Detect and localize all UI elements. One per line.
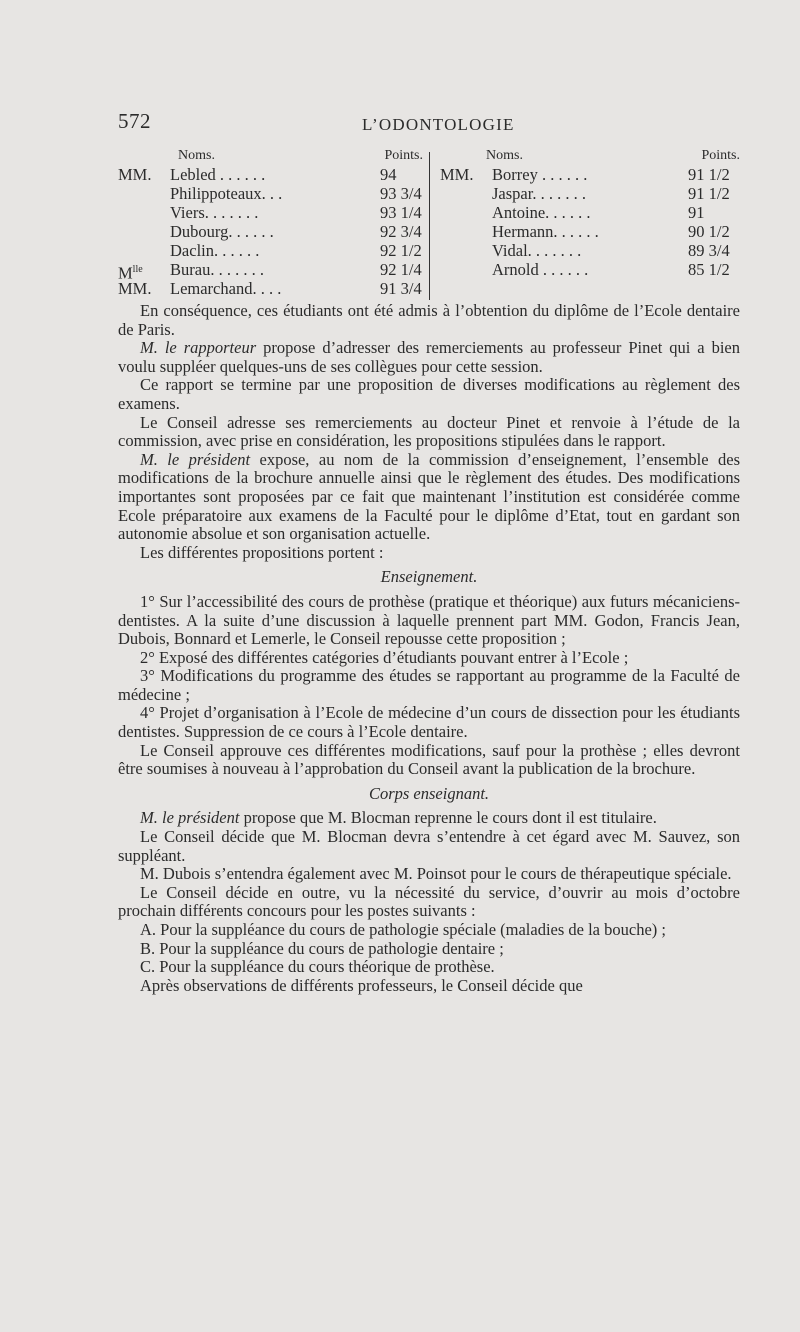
table-row	[118, 260, 423, 283]
running-head: L’ODONTOLOGIE	[362, 115, 515, 134]
paragraph: Après observations de différents professeurs, le Conseil décide que	[140, 975, 583, 995]
row-points: 91 1/2	[688, 165, 730, 184]
paragraph: 3° Modifications du programme des études se rapportant au programme de la Faculté de médecine ;	[118, 666, 740, 704]
row-points: 92 3/4	[380, 222, 422, 241]
paragraph: Les différentes propositions portent :	[140, 542, 384, 562]
table-header	[440, 148, 740, 165]
header-points: Points.	[384, 148, 423, 163]
paragraph: 4° Projet d’organisation à l’Ecole de médecine d’un cours de dissection pour les étudiants dentistes. Suppression de ce cours à l’Ecole dentaire.	[118, 703, 740, 742]
table-row	[440, 203, 740, 222]
table-row	[440, 260, 740, 279]
paragraph-text: expose, au nom de la commission d’enseignement, l’ensemble des modifications de la brochure annuelle ainsi que le règlement des études. Des modifications importantes sont proposées par ce fait que maintenant l’institution est considérée comme Ecole préparatoire aux examens de la Faculté pour le diplôme d’Etat, tout en gardant son autonomie absolue et son organisation actuelle.	[118, 449, 741, 544]
row-prefix: MM.	[118, 165, 152, 184]
paragraph	[118, 809, 740, 828]
table-header	[118, 148, 423, 165]
paragraph-text: propose d’adresser des remerciements au professeur Pinet qui a bien voulu suppléer quelques-uns de ses collègues pour cette session.	[118, 338, 740, 376]
paragraph: C. Pour la suppléance du cours théorique de prothèse.	[140, 957, 495, 977]
table-row	[118, 165, 423, 184]
row-prefix: MM.	[440, 165, 474, 184]
table-row	[440, 165, 740, 184]
body-text	[118, 302, 740, 995]
row-name: Lebled . . . . . .	[170, 165, 266, 184]
row-name: Borrey . . . . . .	[492, 165, 588, 184]
paragraph: Le Conseil adresse ses remerciements au docteur Pinet et renvoie à l’étude de la commission, avec prise en considération, les propositions stipulées dans le rapport.	[118, 412, 740, 451]
speaker: M. le rapporteur	[140, 338, 257, 358]
paragraph: 2° Exposé des différentes catégories d’étudiants pouvant entrer à l’Ecole ;	[140, 647, 629, 667]
row-name: Vidal. . . . . . .	[492, 241, 582, 260]
row-points: 93 3/4	[380, 184, 422, 203]
row-name: Burau. . . . . . .	[170, 260, 264, 279]
table-row	[118, 203, 423, 222]
row-name: Lemarchand. . . .	[170, 279, 282, 298]
row-name: Antoine. . . . . .	[492, 203, 591, 222]
table-row	[118, 279, 423, 298]
row-points: 91 1/2	[688, 184, 730, 203]
row-points: 91 3/4	[380, 279, 422, 298]
row-name: Viers. . . . . . .	[170, 203, 259, 222]
row-points: 94	[380, 165, 397, 184]
table-left-column	[118, 148, 423, 298]
row-name: Arnold . . . . . .	[492, 260, 589, 279]
row-prefix: MM.	[118, 279, 152, 298]
row-prefix: $M^{lle}$	[118, 263, 143, 283]
speaker: M. le président	[140, 808, 240, 828]
row-points: 93 1/4	[380, 203, 422, 222]
paragraph: A. Pour la suppléance du cours de pathologie spéciale (maladies de la bouche) ;	[140, 920, 666, 939]
paragraph: M. Dubois s’entendra également avec M. Poinsot pour le cours de thérapeutique spéciale.	[140, 864, 732, 884]
section-title: Enseignement.	[380, 567, 478, 587]
row-name: Dubourg. . . . . .	[170, 222, 274, 241]
header-names: Noms.	[486, 148, 523, 163]
table-row	[118, 241, 423, 260]
row-name: Philippoteaux. . .	[170, 184, 283, 203]
results-table	[118, 148, 740, 300]
table-divider	[429, 152, 430, 300]
paragraph	[118, 451, 740, 544]
prefix-superscript: lle	[132, 264, 143, 275]
paragraph: 1° Sur l’accessibilité des cours de prothèse (pratique et théorique) aux futurs mécaniciens-dentistes. A la suite d’une discussion à laquelle prennent part MM. Godon, Francis Jean, Dubois, Bonnard et Lemerle, le Conseil repousse cette proposition ;	[118, 591, 740, 649]
paragraph-text: propose que M. Blocman reprenne le cours dont il est titulaire.	[239, 808, 657, 828]
header-names: Noms.	[178, 148, 215, 163]
table-right-column	[440, 148, 740, 279]
paragraph: En conséquence, ces étudiants ont été admis à l’obtention du diplôme de l’Ecole dentaire de Paris.	[118, 301, 740, 339]
table-row	[440, 184, 740, 203]
table-row	[118, 222, 423, 241]
table-row	[118, 184, 423, 203]
section-title: Corps enseignant.	[368, 783, 490, 803]
page-number: 572	[118, 109, 151, 133]
row-name: Jaspar. . . . . . .	[492, 184, 586, 203]
row-name: Hermann. . . . . .	[492, 222, 599, 241]
row-points: 91	[688, 203, 705, 222]
paragraph: Le Conseil approuve ces différentes modifications, sauf pour la prothèse ; elles devront être soumises à nouveau à l’approbation du Conseil avant la publication de la brochure.	[118, 740, 740, 779]
row-points: 92 1/4	[380, 260, 422, 279]
paragraph	[118, 339, 740, 376]
row-points: 85 1/2	[688, 260, 730, 279]
table-row	[440, 222, 740, 241]
paragraph: B. Pour la suppléance du cours de pathologie dentaire ;	[140, 938, 504, 958]
table-row	[440, 241, 740, 260]
row-points: 89 3/4	[688, 241, 730, 260]
row-points: 92 1/2	[380, 241, 422, 260]
paragraph: Le Conseil décide que M. Blocman devra s’entendre à cet égard avec M. Sauvez, son suppléant.	[118, 827, 740, 865]
paragraph: Ce rapport se termine par une proposition de diverses modifications au règlement des examens.	[118, 375, 740, 413]
header-points: Points.	[701, 148, 740, 163]
row-name: Daclin. . . . . .	[170, 241, 260, 260]
speaker: M. le président	[140, 449, 251, 469]
paragraph: Le Conseil décide en outre, vu la nécessité du service, d’ouvrir au mois d’octobre prochain différents concours pour les postes suivants :	[118, 882, 740, 921]
row-points: 90 1/2	[688, 222, 730, 241]
